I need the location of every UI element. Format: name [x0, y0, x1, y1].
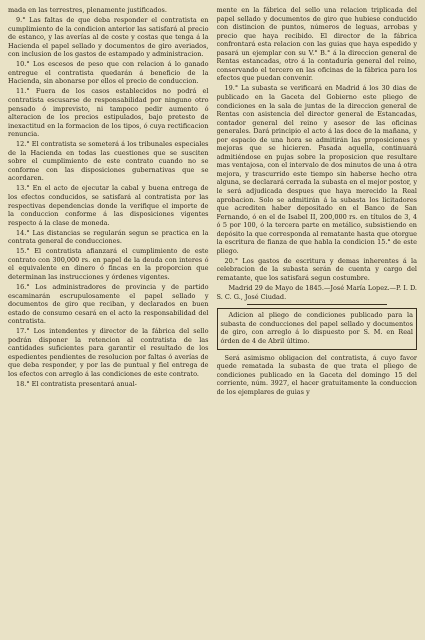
condition-14: 14.° Las distancias se regularán segun se practica en la contrata general de conducciones.: [8, 228, 209, 246]
paragraph-continuation: mada en las terrestres, plenamente justificados.: [8, 6, 167, 14]
condition-16: 16.° Los administradores de provincia y de partido escaminarán escrupulosamente el papel sellado y documentos de giro que reciban, y declarados en buen estado de consumo cesará en el acto la responsabilidad del contratista.: [8, 282, 209, 326]
left-column: [8, 6, 209, 636]
condition-19: 19.° La subasta se verificará en Madrid á los 30 dias de publicado en la Gaceta del Gobierno este pliego de condiciones en la sala de juntas de la direccion general de Rentas con asistencia del director general de Estancadas, contador general del reino y asesor de las oficinas generales. Dará principio el acto á las doce de la mañana, y por espacio de una hora se admitirán las proposiciones y mejoras que se hicieren. Pasada aquella, continuará admitiéndose en pujas sobre la proposicion que resultare mas ventajosa, con el intervalo de dos minutos de una á otra mejora, y trascurrido este tiempo sin haberse hecho otra alguna, se declarará cerrada la subasta en el mejor postor, y le será adjudicada despues que haya merecido la Real aprobacion. Solo se admitirán á la subasta los licitadores que acrediten haber depositado en el Banco de San Fernando, ó en el de Isabel II, 200,000 rs. en títulos de 3, 4 ó 5 por 100, ó la tercera parte en metálico, subsistiendo en depósito la que corresponda al rematante hasta que otorgue la escritura de fianza de que habla la condicion 15.° de este pliego.: [216, 84, 417, 255]
closing-paragraph: Será asimismo obligacion del contratista, á cuyo favor quede rematada la subasta de que trata el pliego de condiciones publicado en la Gaceta del domingo 15 del corriente, núm. 3927, el hacer gratuitamente la conduccion de los ejemplares de guias y: [216, 353, 417, 396]
adicion-title: Adicion al pliego de condiciones publicado para la subasta de conducciones del papel sellado y documentos de giro, con arreglo á lo dispuesto por S. M. en Real órden de 4 de Abril último.: [220, 311, 413, 345]
condition-13: 13.° En el acto de ejecutar la cabal y buena entrega de los efectos conducidos, se satisfará al contratista por las respectivas dependencias donde la verifique el importe de la conduccion conforme á las disposiciones vigentes respecto á la clase de moneda.: [8, 184, 209, 227]
section-divider: [247, 304, 388, 305]
right-column: [217, 6, 418, 636]
condition-18-continuation: mente en la fábrica del sello una relacion triplicada del papel sellado y documentos de giro que hubiese conducido con distincion de puntos, números de leguas, arrobas y precio que haya recibido. El director de la fábrica confrontará esta relacion con las guias que haya espedido y pasará un ejemplar con su V.° B.° á la direccion general de Rentas estancadas, otro á la contaduría general del reino, conservando el tercero en las oficinas de la fábrica para los efectos que puedan convenir.: [216, 6, 417, 83]
condition-15: 15.° El contratista afianzará el cumplimiento de este contrato con 300,000 rs. en papel de la deuda con interes ó el equivalente en dinero ó fincas en la proporcion que determinan las instrucciones y órdenes vigentes.: [8, 247, 209, 281]
adicion-box: [217, 308, 418, 350]
condition-18: 18.° El contratista presentará anual-: [16, 379, 137, 388]
condition-12: 12.° El contratista se someterá á los tribunales especiales de la Hacienda en todas las cuestiones que se susciten sobre el cumplimiento de este contrato cuando no se conforme con las disposiciones gubernativas que se acordaren.: [8, 140, 209, 183]
condition-11: 11.° Fuera de los casos establecidos no podrá el contratista escusarse de responsabilidad por ninguno otro pensado ó imprevisto, ni tampoco pedir aumento ó alteracion de los precios estipulados, bajo pretesto de inexactitud en la formacion de los tipos, ó cuya rectificacion renuncia.: [8, 87, 209, 139]
condition-9: 9.° Las faltas de que deba responder el contratista en cumplimiento de la condicion anterior las satisfará al precio de estanco, y las averías al de coste y costas que tenga á la Hacienda el papel sellado y documentos de giro averiados, con inclusion de los gastos de estampado y administracion.: [8, 16, 209, 59]
condition-17: 17.° Los intendentes y director de la fábrica del sello podrán disponer la retencion al contratista de las cantidades suficientes para garantir el resultado de los espedientes pendientes de resolucion por faltas ó averías de que deba responder, y por las de puntual y fiel entrega de los efectos con arreglo á las condiciones de este contrato.: [8, 327, 209, 378]
signature-line: Madrid 29 de Mayo de 1845.—José María Lopez.—P. I. D. S. C. G., José Ciudad.: [216, 284, 417, 301]
condition-20: 20.° Los gastos de escritura y demas inherentes á la celebracion de la subasta serán de cuenta y cargo del rematante, que los satisfará segun costumbre.: [216, 256, 417, 282]
condition-10: 10.° Los escesos de peso que con relacion á lo ganado entregue el contratista quedarán á beneficio de la Hacienda, sin abonarse por ellos el precio de conduccion.: [8, 60, 209, 86]
